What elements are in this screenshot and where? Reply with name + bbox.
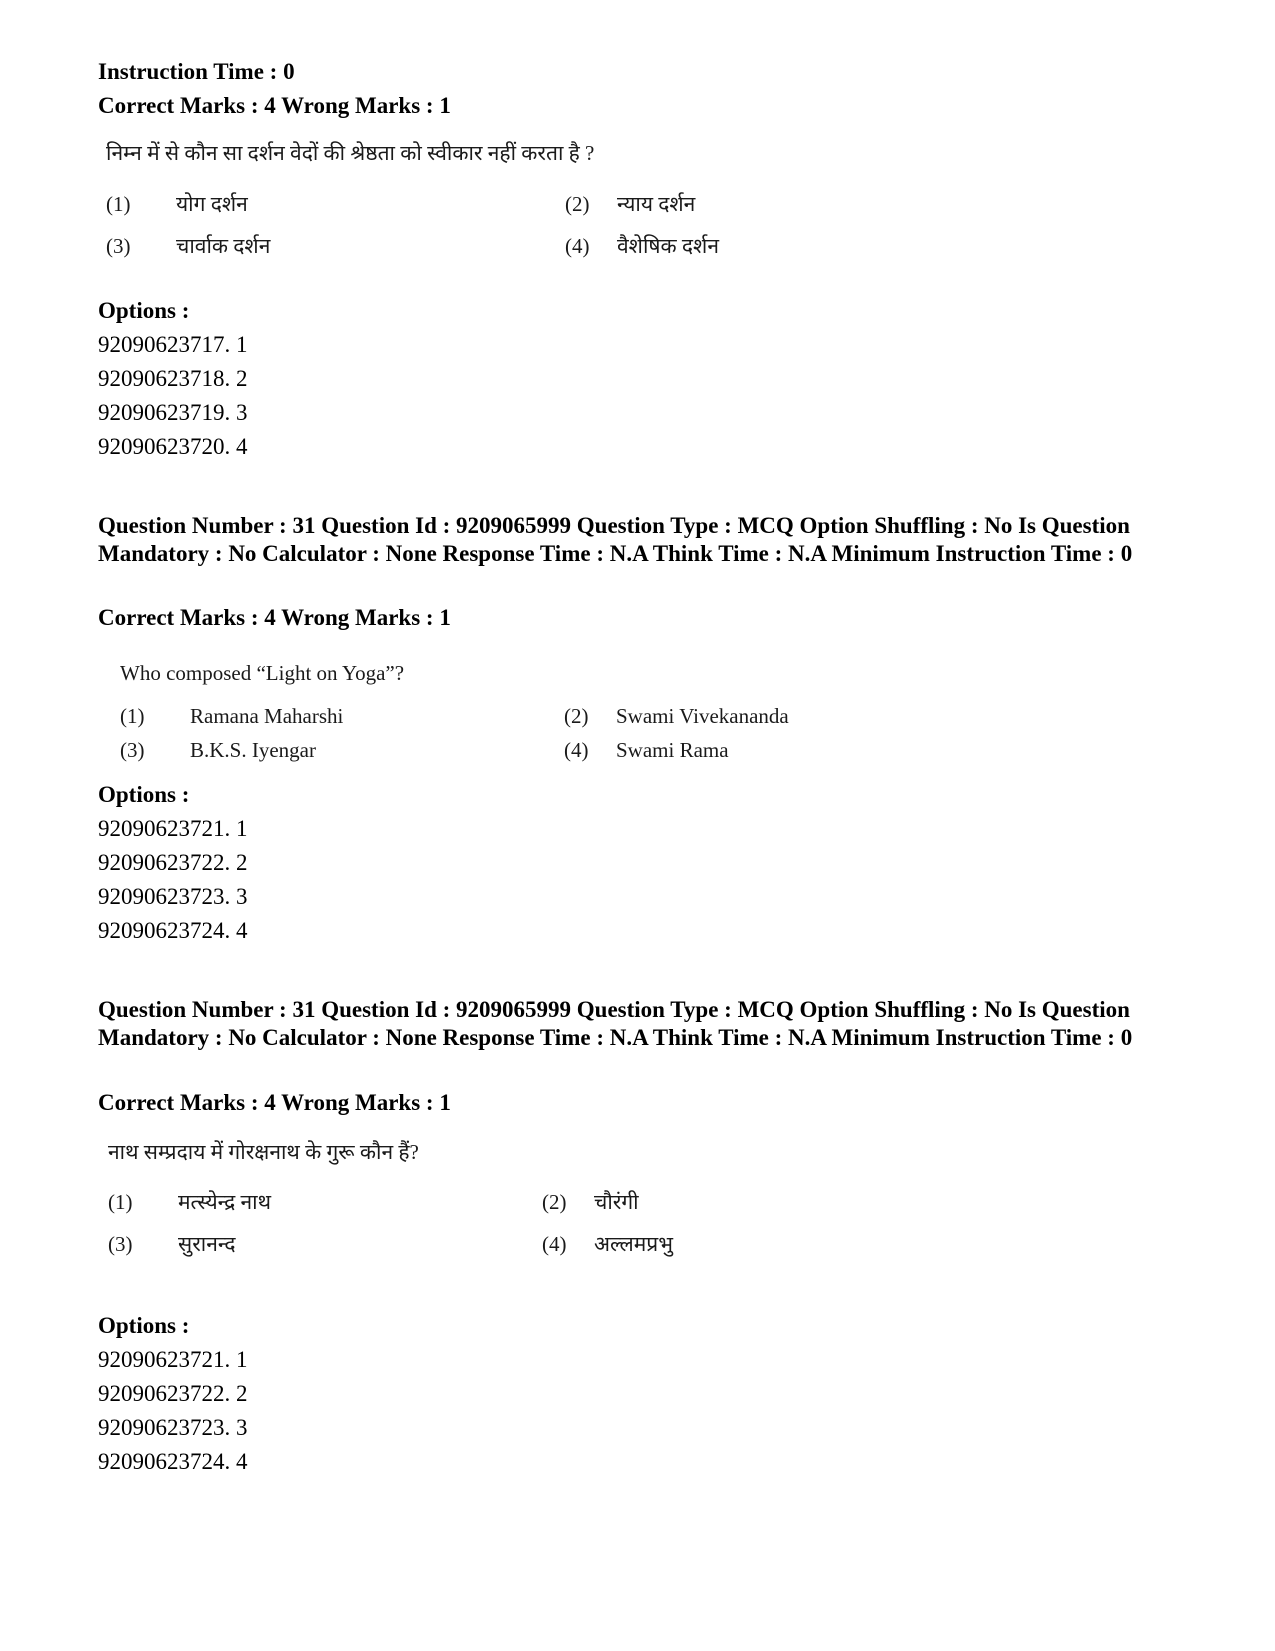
choice-4 [565, 232, 719, 260]
option-item: 92090623724. 4 [98, 918, 248, 943]
choice-text: योग दर्शन [176, 192, 248, 216]
choice-2 [564, 704, 789, 729]
choice-text: चार्वाक दर्शन [176, 234, 271, 258]
choice-number: (1) [106, 192, 131, 216]
choice-1 [120, 704, 343, 729]
option-item: 92090623718. 2 [98, 366, 248, 391]
option-item: 92090623722. 2 [98, 1381, 248, 1406]
option-item: 92090623723. 3 [98, 884, 248, 909]
choice-number: (3) [120, 738, 145, 762]
choice-2 [542, 1188, 639, 1216]
question-text: निम्न में से कौन सा दर्शन वेदों की श्रेष्ठता को स्वीकार नहीं करता है ? [106, 141, 595, 165]
question-header: Question Number : 31 Question Id : 9209065999 Question Type : MCQ Option Shuffling : No Is Question Mandatory : No Calculator : None Response Time : N.A Think Time : N.A Minimum Instruction Time : 0 [98, 997, 1133, 1050]
choice-number: (2) [542, 1190, 567, 1214]
option-item: 92090623720. 4 [98, 434, 248, 459]
choice-text: वैशेषिक दर्शन [617, 234, 719, 258]
question-text: नाथ सम्प्रदाय में गोरक्षनाथ के गुरू कौन हैं? [108, 1140, 419, 1164]
choice-text: अल्लमप्रभु [594, 1232, 674, 1256]
options-label: Options : [98, 782, 190, 807]
choice-text: न्याय दर्शन [617, 192, 696, 216]
option-item: 92090623717. 1 [98, 332, 248, 357]
choice-number: (1) [108, 1190, 133, 1214]
question-text: Who composed “Light on Yoga”? [120, 661, 405, 685]
choice-4 [564, 738, 729, 763]
choice-number: (1) [120, 704, 145, 728]
option-item: 92090623722. 2 [98, 850, 248, 875]
option-item: 92090623721. 1 [98, 816, 248, 841]
choice-number: (2) [564, 704, 589, 728]
choice-number: (3) [106, 234, 131, 258]
choice-4 [542, 1230, 673, 1258]
option-item: 92090623723. 3 [98, 1415, 248, 1440]
question-header: Question Number : 31 Question Id : 9209065999 Question Type : MCQ Option Shuffling : No Is Question Mandatory : No Calculator : None Response Time : N.A Think Time : N.A Minimum Instruction Time : 0 [98, 513, 1133, 566]
options-label: Options : [98, 298, 190, 323]
choice-number: (3) [108, 1232, 133, 1256]
instruction-time: Instruction Time : 0 [98, 59, 295, 84]
choice-2 [565, 190, 695, 218]
choice-text: B.K.S. Iyengar [190, 738, 316, 762]
choice-text: Swami Rama [616, 738, 729, 762]
choice-1 [108, 1188, 271, 1216]
choice-3 [108, 1230, 236, 1258]
choice-text: चौरंगी [594, 1190, 639, 1214]
choice-3 [120, 738, 316, 763]
choice-text: सुरानन्द [178, 1232, 236, 1256]
marks-line: Correct Marks : 4 Wrong Marks : 1 [98, 605, 451, 630]
choice-text: Ramana Maharshi [190, 704, 344, 728]
options-label: Options : [98, 1313, 190, 1338]
option-item: 92090623724. 4 [98, 1449, 248, 1474]
choice-number: (4) [542, 1232, 567, 1256]
marks-line: Correct Marks : 4 Wrong Marks : 1 [98, 1090, 451, 1115]
choice-1 [106, 190, 248, 218]
choice-number: (2) [565, 192, 590, 216]
option-item: 92090623721. 1 [98, 1347, 248, 1372]
option-item: 92090623719. 3 [98, 400, 248, 425]
choice-text: मत्स्येन्द्र नाथ [178, 1190, 272, 1214]
choice-3 [106, 232, 270, 260]
choice-text: Swami Vivekananda [616, 704, 789, 728]
choice-number: (4) [565, 234, 590, 258]
marks-line: Correct Marks : 4 Wrong Marks : 1 [98, 93, 451, 118]
choice-number: (4) [564, 738, 589, 762]
